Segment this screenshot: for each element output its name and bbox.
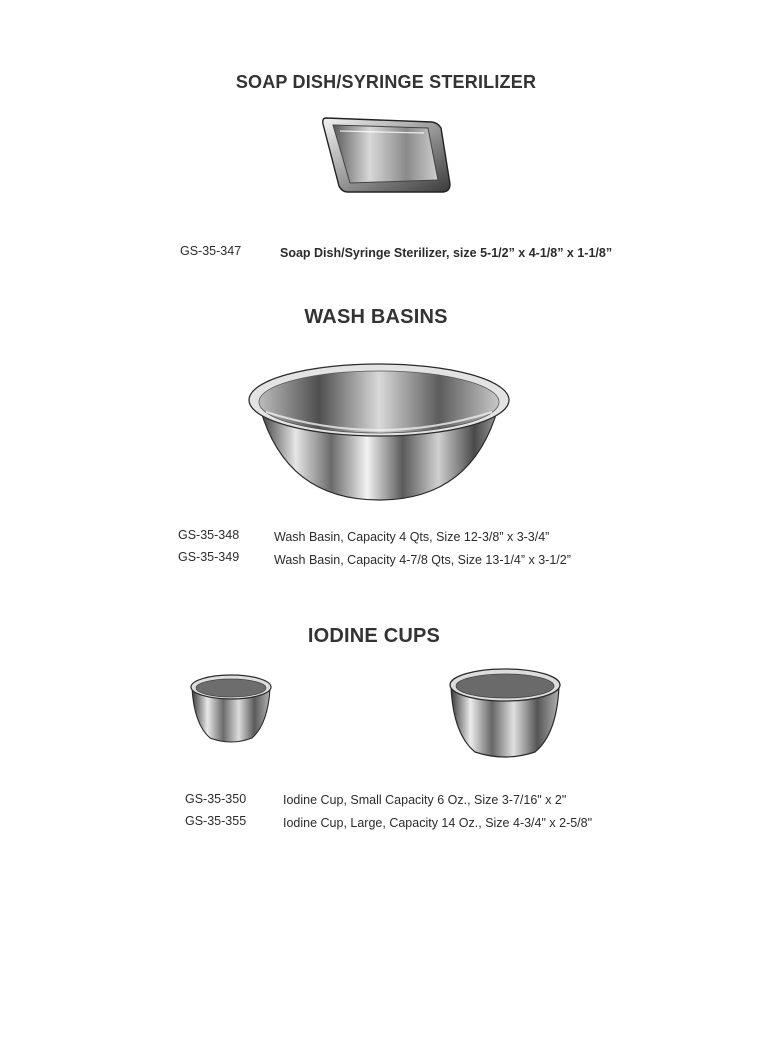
product-row: [0, 550, 780, 570]
product-description: Iodine Cup, Small Capacity 6 Oz., Size 3-7/16" x 2": [283, 793, 567, 807]
soap-dish-illustration: [320, 114, 455, 196]
small-iodine-cup-illustration: [188, 672, 274, 746]
product-description: Wash Basin, Capacity 4-7/8 Qts, Size 13-1/4” x 3-1/2”: [274, 553, 571, 567]
product-description: Wash Basin, Capacity 4 Qts, Size 12-3/8” x 3-3/4”: [274, 530, 550, 544]
product-row: [0, 792, 780, 812]
product-row: [0, 528, 780, 548]
wash-basin-illustration: [246, 360, 512, 502]
product-code: GS-35-355: [185, 814, 247, 828]
product-description: Iodine Cup, Large, Capacity 14 Oz., Size 4-3/4" x 2-5/8": [283, 816, 593, 830]
product-code: GS-35-350: [185, 792, 247, 806]
wash-basins-heading: WASH BASINS: [304, 306, 448, 328]
product-code: GS-35-348: [178, 528, 240, 542]
product-code: GS-35-349: [178, 550, 240, 564]
product-row: [0, 244, 780, 264]
soap-dish-heading: SOAP DISH/SYRINGE STERILIZER: [235, 72, 537, 92]
product-description: Soap Dish/Syringe Sterilizer, size 5-1/2” x 4-1/8” x 1-1/8”: [280, 246, 613, 260]
product-code: GS-35-347: [180, 244, 242, 258]
iodine-cups-heading: IODINE CUPS: [307, 625, 441, 647]
product-row: [0, 814, 780, 834]
large-iodine-cup-illustration: [447, 666, 563, 762]
